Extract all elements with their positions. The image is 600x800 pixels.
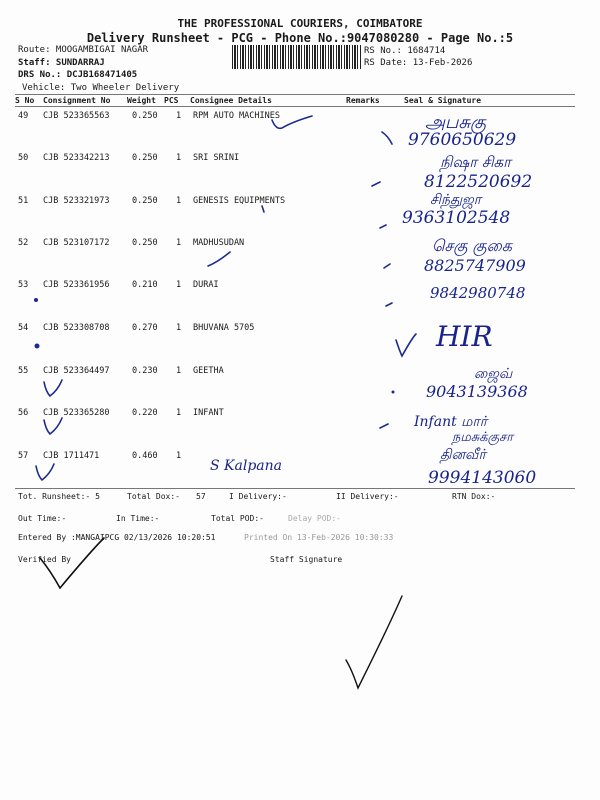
row-consignee: RPM AUTO MACHINES [193,111,280,121]
handwritten-phone: 9363102548 [402,208,511,228]
tick-icon [386,303,392,306]
tick-icon [380,424,388,428]
v-mark-icon [36,464,54,480]
row-pcs: 1 [176,111,182,121]
row-consignee: MADHUSUDAN [193,238,245,248]
row-consignee: DURAI [193,280,219,290]
row-consignment: CJB 523365563 [43,111,110,121]
handwritten-consignee: S Kalpana [210,458,282,474]
handwritten-name: தினவீர் [440,447,486,463]
handwritten-phone: 9760650629 [408,130,517,150]
footer-divider [15,488,575,489]
row-consignee: BHUVANA 5705 [193,323,255,333]
row-sno: 50 [18,153,29,163]
vehicle-label: Vehicle: Two Wheeler Delivery [22,83,180,93]
handwritten-sub: நமசுக்குசா [452,430,514,445]
row-consignee: INFANT [193,408,224,418]
row-consignment: CJB 523361956 [43,280,110,290]
col-sno: S No [15,96,35,105]
row-consignment: CJB 523364497 [43,366,110,376]
row-weight: 0.210 [132,280,158,290]
v-mark-icon [44,418,62,434]
total-dox-value: 57 [196,492,206,501]
row-pcs: 1 [176,451,182,461]
row-weight: 0.250 [132,111,158,121]
row-consignee: GEETHA [193,366,224,376]
row-consignment: CJB 523308708 [43,323,110,333]
rtn-dox: RTN Dox:- [452,492,496,501]
company-title: THE PROFESSIONAL COURIERS, COIMBATORE [177,17,423,30]
row-weight: 0.250 [132,238,158,248]
row-weight: 0.250 [132,153,158,163]
total-pod: Total POD:- [211,514,264,523]
row-consignment: CJB 1711471 [43,451,100,461]
row-pcs: 1 [176,238,182,248]
verified-by: Verified By [18,555,71,564]
row-consignee: SRI SRINI [193,153,240,163]
handwritten-phone: 9842980748 [430,284,526,302]
tick-icon [262,206,264,212]
tick-icon [380,225,386,228]
handwritten-name: அபசுகு [425,112,487,133]
row-sno: 56 [18,408,29,418]
col-remarks: Remarks [346,96,380,105]
row-consignment: CJB 523321973 [43,196,110,206]
row-sno: 53 [18,280,29,290]
row-sno: 51 [18,196,29,206]
row-pcs: 1 [176,280,182,290]
entered-by: Entered By :MANGAIPCG 02/13/2026 10:20:51 [18,533,216,542]
tick-icon [382,132,392,144]
col-seal-signature: Seal & Signature [404,96,482,105]
row-consignee: GENESIS EQUIPMENTS [193,196,286,206]
tot-runsheet: Tot. Runsheet:- 5 [18,492,100,501]
row-weight: 0.250 [132,196,158,206]
handwritten-phone: 8825747909 [424,256,526,275]
out-time: Out Time:- [18,514,67,523]
col-consignment: Consignment No [43,96,111,105]
handwritten-name: செகு குகை [432,236,513,255]
staff-label: Staff: SUNDARRAJ [18,58,105,68]
row-sno: 49 [18,111,29,121]
v-mark-icon [44,380,62,396]
row-weight: 0.460 [132,451,158,461]
row-pcs: 1 [176,323,182,333]
tick-icon [384,264,390,268]
handwritten-name: நிஷா சிகா [440,153,511,171]
handwritten-name: ஜைவ் [474,366,513,382]
staff-signature: Staff Signature [270,555,343,564]
rs-number: RS No.: 1684714 [364,46,446,56]
handwritten-name: சிந்துஜா [430,192,482,208]
row-weight: 0.230 [132,366,158,376]
row-consignment: CJB 523342213 [43,153,110,163]
row-pcs: 1 [176,366,182,376]
handwritten-name: Infant மார் [414,414,488,430]
row-sno: 57 [18,451,29,461]
row-weight: 0.270 [132,323,158,333]
handwritten-phone: 8122520692 [424,172,533,192]
total-dox-label: Total Dox:- [127,492,180,501]
tick-icon [208,252,230,266]
dot-icon [35,344,40,349]
drs-number: DRS No.: DCJB168471405 [18,70,138,80]
row-sno: 54 [18,323,29,333]
col-pcs: PCS [164,96,179,105]
row-sno: 52 [18,238,29,248]
row-pcs: 1 [176,408,182,418]
row-pcs: 1 [176,196,182,206]
tick-icon [372,182,380,186]
handwritten-phone: 9994143060 [428,468,537,488]
row-consignment: CJB 523107172 [43,238,110,248]
row-weight: 0.220 [132,408,158,418]
in-time: In Time:- [116,514,160,523]
rs-date: RS Date: 13-Feb-2026 [364,58,473,68]
large-tick-icon [346,596,402,688]
row-consignment: CJB 523365280 [43,408,110,418]
v-mark-icon [396,334,416,356]
row-pcs: 1 [176,153,182,163]
dot-icon [34,298,38,302]
row-sno: 55 [18,366,29,376]
col-weight: Weight [127,96,156,105]
delay-pod: Delay POD:- [288,514,341,523]
i-delivery: I Delivery:- [229,492,287,501]
handwritten-initials: HIR [436,320,493,353]
dot-icon [392,391,395,394]
tick-icon [272,116,312,128]
col-consignee: Consignee Details [190,96,272,105]
printed-on: Printed On 13-Feb-2026 10:30:33 [244,533,394,542]
ii-delivery: II Delivery:- [336,492,399,501]
route-label: Route: MOOGAMBIGAI NAGAR [18,45,149,55]
runsheet-title: Delivery Runsheet - PCG - Phone No.:9047080280 - Page No.:5 [86,31,514,45]
handwritten-phone: 9043139368 [426,382,528,401]
